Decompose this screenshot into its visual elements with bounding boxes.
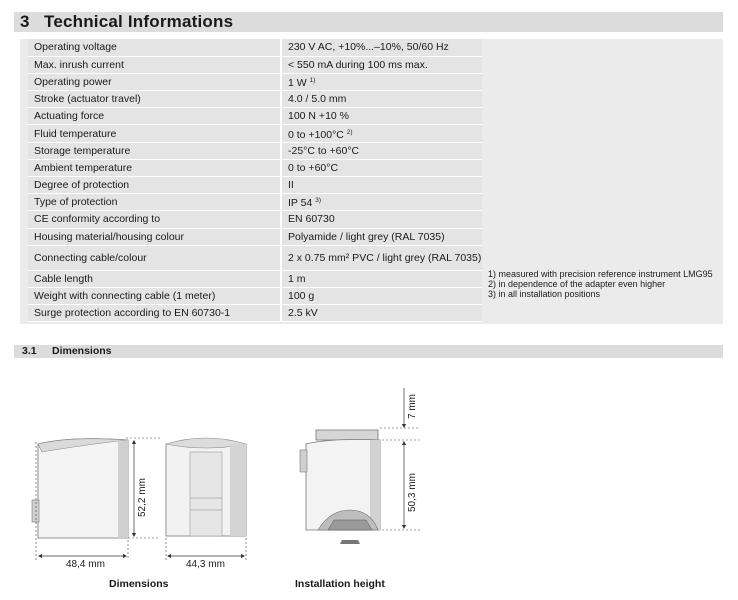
spec-row [28,108,482,125]
spec-row [28,228,482,245]
spec-row [28,245,482,270]
spec-row [28,73,482,90]
width-front-label: 44,3 mm [186,559,225,570]
spec-value [281,287,482,304]
subsection-header-bar [14,345,723,358]
spec-label: Type of protection [28,194,281,211]
spec-label: Operating power [28,73,281,90]
spec-value [281,91,482,108]
spec-label: Stroke (actuator travel) [28,91,281,108]
spec-value [281,125,482,142]
spec-value-text: II [288,179,294,192]
spec-row [28,270,482,287]
spec-row [28,142,482,159]
top-gap-label: 7 mm [407,394,418,419]
subsection-number: 3.1 [22,345,37,357]
spec-table [28,39,482,322]
spec-label: Weight with connecting cable (1 meter) [28,287,281,304]
spec-value-text: 2.5 kV [288,307,318,320]
actuator-installation-view [300,430,380,544]
spec-value [281,305,482,322]
spec-value [281,211,482,228]
spec-label: Operating voltage [28,39,281,56]
spec-value-text: 230 V AC, +10%...–10%, 50/60 Hz [288,41,449,54]
footnote-ref: 2) [346,128,353,136]
spec-row [28,211,482,228]
footnotes [488,269,720,299]
spec-row [28,159,482,176]
spec-value-text: < 550 mA during 100 ms max. [288,58,428,71]
footnote-ref: 3) [315,197,322,205]
actuator-side-view [32,439,128,538]
spec-label: Storage temperature [28,142,281,159]
spec-row [28,39,482,56]
section-number: 3 [20,12,30,31]
spec-value [281,142,482,159]
spec-value-text: IP 54 [288,197,313,210]
spec-value [281,108,482,125]
spec-label: Cable length [28,270,281,287]
spec-value [281,245,482,270]
caption-dimensions: Dimensions [109,578,169,590]
footnote-ref: 1) [309,76,316,84]
subsection-title [22,345,112,358]
spec-row [28,91,482,108]
footnote: 1) measured with precision reference instrument LMG95 [488,269,713,279]
spec-label: Connecting cable/colour [28,245,281,270]
spec-label: Degree of protection [28,177,281,194]
dimension-drawings [0,370,738,600]
section-title [20,11,233,33]
spec-value-text: 1 m [288,272,306,285]
spec-label: CE conformity according to [28,211,281,228]
spec-label: Max. inrush current [28,56,281,73]
spec-value [281,39,482,56]
caption-installation-height: Installation height [295,578,385,590]
spec-value-text: 100 N +10 % [288,110,350,123]
spec-value-text: EN 60730 [288,213,335,226]
spec-row [28,305,482,322]
spec-row [28,56,482,73]
actuator-front-view [166,438,246,536]
spec-value [281,56,482,73]
width-side-label: 48,4 mm [66,559,105,570]
spec-label: Actuating force [28,108,281,125]
spec-value [281,228,482,245]
spec-value [281,194,482,211]
spec-value [281,270,482,287]
install-height-label: 50,3 mm [407,473,418,512]
spec-row [28,125,482,142]
spec-label: Fluid temperature [28,125,281,142]
spec-value-text: -25°C to +60°C [288,144,360,157]
spec-row [28,177,482,194]
spec-value-text: 0 to +100°C [288,128,344,141]
footnote: 3) in all installation positions [488,289,601,299]
spec-value-text: 2 x 0.75 mm² PVC / light grey (RAL 7035) [288,251,482,264]
spec-value [281,177,482,194]
spec-row [28,194,482,211]
spec-value-text: 0 to +60°C [288,161,339,174]
footnote: 2) in dependence of the adapter even higher [488,279,666,289]
spec-label: Housing material/housing colour [28,228,281,245]
spec-value-text: 4.0 / 5.0 mm [288,93,347,106]
height-side-label: 52,2 mm [137,478,148,517]
spec-value [281,73,482,90]
spec-row [28,287,482,304]
spec-value-text: Polyamide / light grey (RAL 7035) [288,230,445,243]
subsection-title-text: Dimensions [52,345,112,357]
spec-label: Ambient temperature [28,159,281,176]
spec-value [281,159,482,176]
spec-label: Surge protection according to EN 60730-1 [28,305,281,322]
section-title-text: Technical Informations [44,12,234,31]
spec-value-text: 100 g [288,290,315,303]
spec-value-text: 1 W [288,76,307,89]
